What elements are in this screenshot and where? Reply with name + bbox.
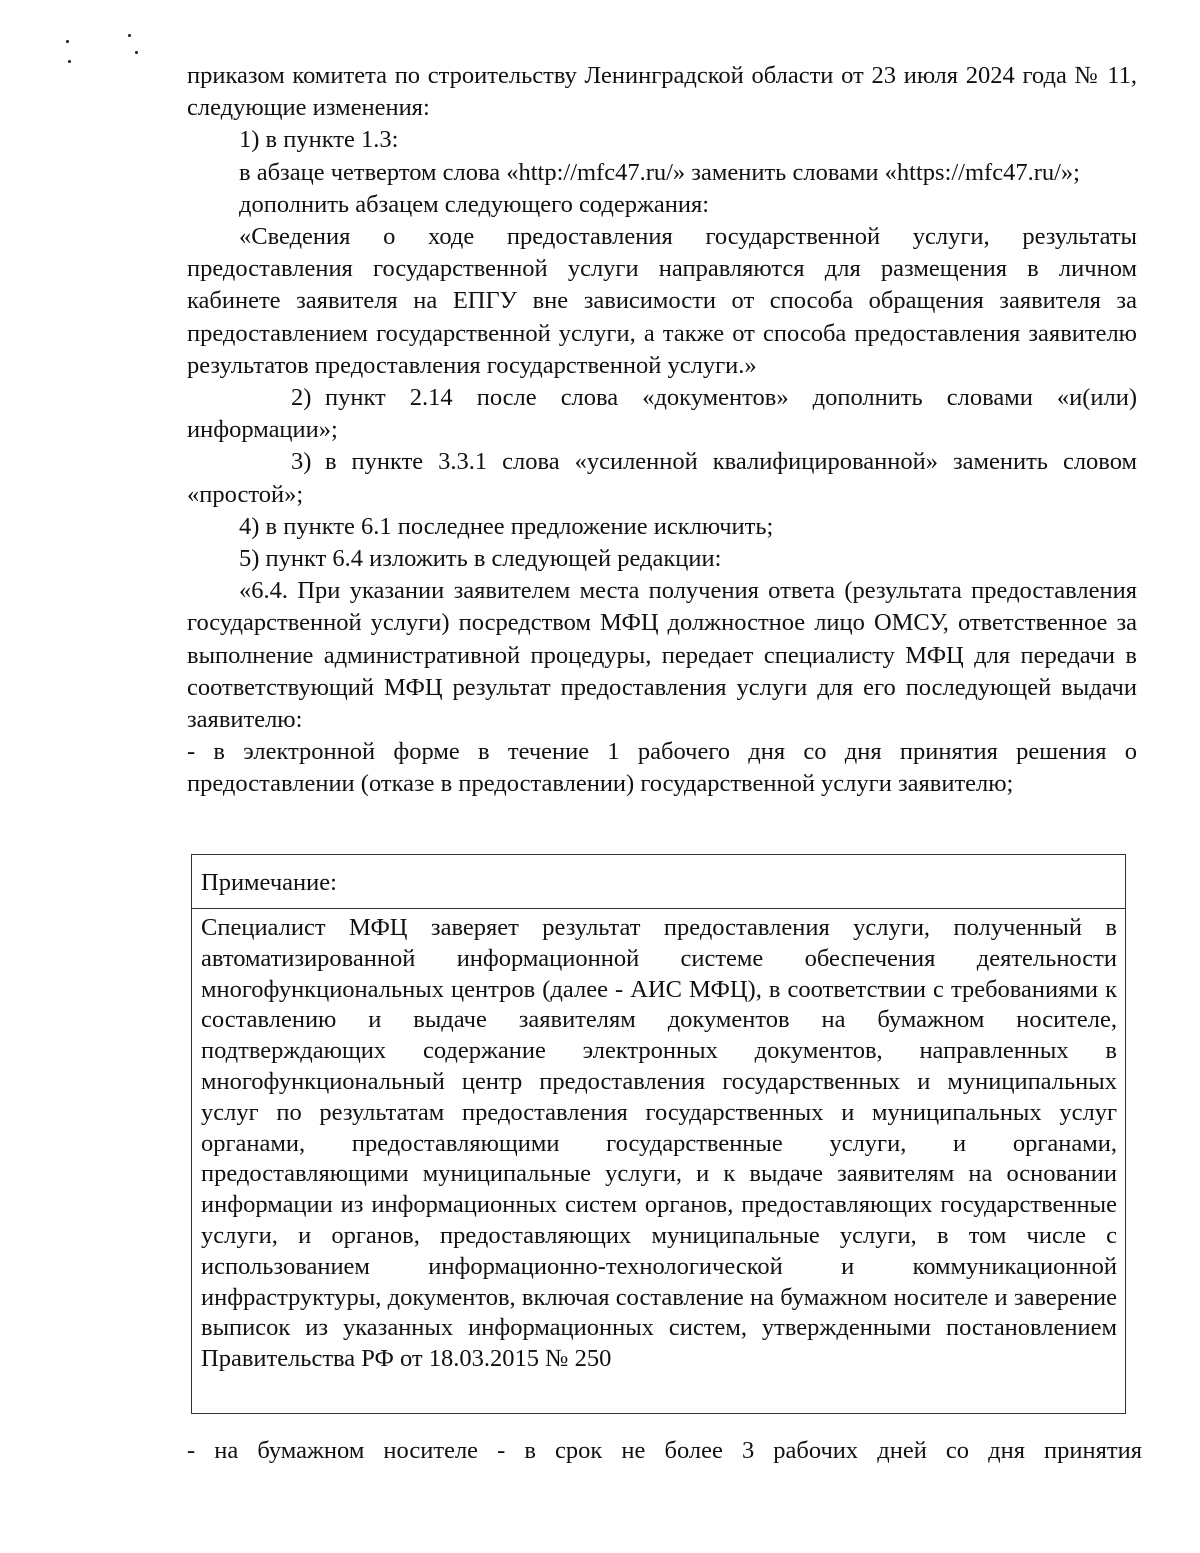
note-box <box>191 854 1126 1414</box>
speck <box>128 34 131 37</box>
item-2 <box>187 382 1137 446</box>
item-5: 5) пункт 6.4 изложить в следующей редакции: <box>239 545 722 573</box>
electronic-form-clause: - в электронной форме в течение 1 рабочего дня со дня принятия решения о предоставлении (отказе в предоставлении) государственной услуги заявителю; <box>187 738 1137 798</box>
speck <box>66 40 69 43</box>
speck <box>68 60 71 63</box>
item-1-heading: 1) в пункте 1.3: <box>239 126 399 154</box>
item-text: в пункте 3.3.1 слова «усиленной квалифицированной» заменить словом «простой»; <box>187 448 1137 508</box>
item-3 <box>187 446 1137 510</box>
main-text <box>187 60 1137 801</box>
note-title: Примечание: <box>192 855 1125 909</box>
item-number: 2) <box>291 384 312 412</box>
item-text: пункт 2.14 после слова «документов» дополнить словами «и(или) информации»; <box>187 384 1137 444</box>
item-1-quote: «Сведения о ходе предоставления государственной услуги, результаты предоставления государственной услуги направляются для размещения в личном кабинете заявителя на ЕПГУ вне зависимости от способа обращения заявителя за предоставлением государственной услуги, а также от способа предоставления заявителю результатов предоставления государственной услуги.» <box>187 223 1137 379</box>
item-1-replace: в абзаце четвертом слова «http://mfc47.ru/» заменить словами «https://mfc47.ru/»; <box>239 158 1080 186</box>
item-4: 4) в пункте 6.1 последнее предложение исключить; <box>239 512 774 540</box>
item-number: 3) <box>291 448 312 476</box>
note-body: Специалист МФЦ заверяет результат предоставления услуги, полученный в автоматизированной информационной системе обеспечения деятельности многофункциональных центров (далее - АИС МФЦ), в соответствии с требованиями к составлению и выдаче заявителям документов на бумажном носителе, подтверждающих содержание электронных документов, направленных в многофункциональный центр предоставления государственных и муниципальных услуг по результатам предоставления государственных и муниципальных услуг органами, предоставляющими государственные услуги, и органами, предоставляющими муниципальные услуги, и к выдаче заявителям на основании информации из информационных систем органов, предоставляющих государственные услуги, и органов, предоставляющих муниципальные услуги, в том числе с использованием информационно-технологической и коммуникационной инфраструктуры, документов, включая составление на бумажном носителе и заверение выписок из указанных информационных систем, утвержденными постановлением Правительства РФ от 18.03.2015 № 250 <box>201 914 1117 1373</box>
paper-form-clause: - на бумажном носителе - в срок не более 3 рабочих дней со дня принятия <box>187 1437 1142 1464</box>
item-1-add: дополнить абзацем следующего содержания: <box>239 190 710 218</box>
intro-paragraph: приказом комитета по строительству Ленинградской области от 23 июля 2024 года № 11, следующие изменения: <box>187 62 1137 122</box>
speck <box>135 51 138 54</box>
section-6-4: «6.4. При указании заявителем места получения ответа (результата предоставления государственной услуги) посредством МФЦ должностное лицо ОМСУ, ответственное за выполнение административной процедуры, передает специалисту МФЦ для передачи в соответствующий МФЦ результат предоставления услуги для его последующей выдачи заявителю: <box>187 577 1137 734</box>
